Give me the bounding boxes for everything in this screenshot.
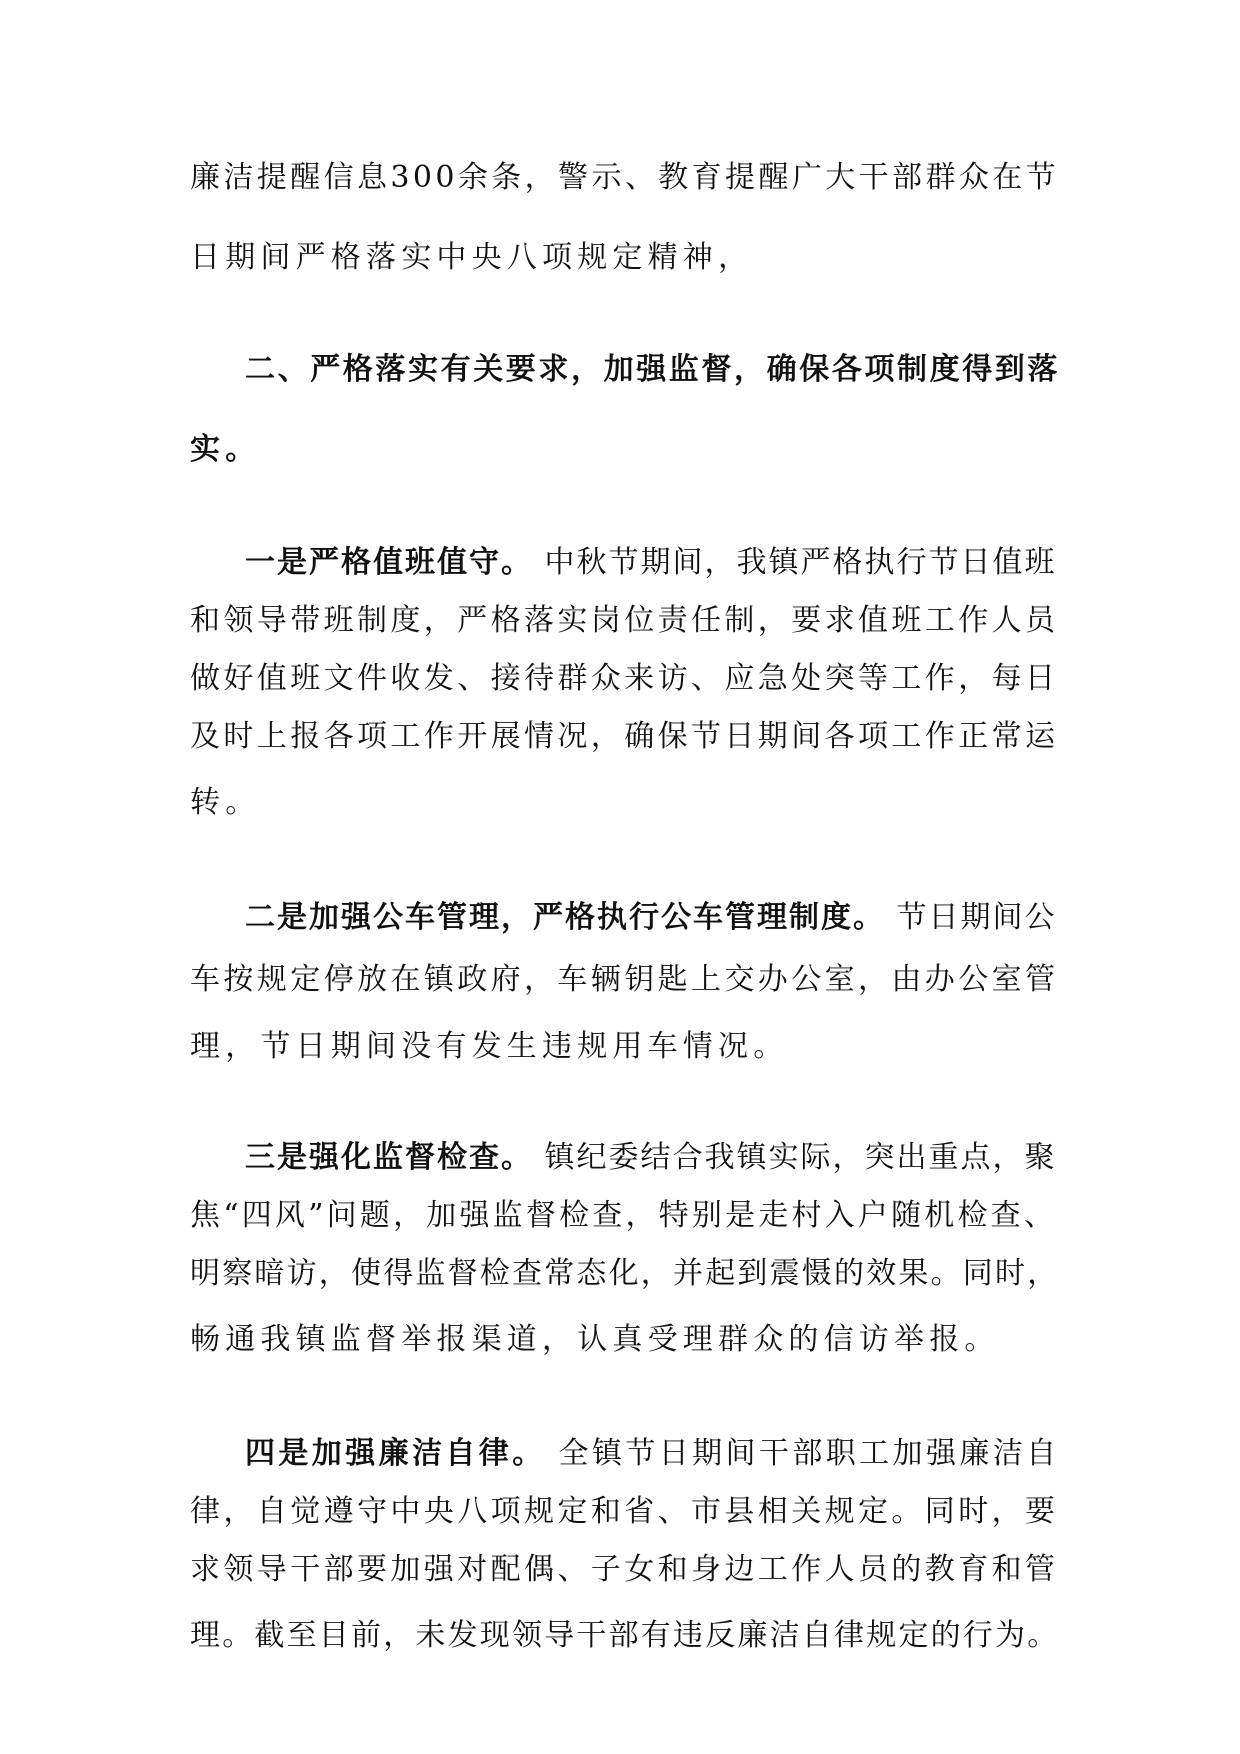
paragraph-line xyxy=(245,1140,1060,1176)
paragraph-line xyxy=(245,900,1060,936)
paragraph-line: 明察暗访，使得监督检查常态化，并起到震慑的效果。同时， xyxy=(190,1256,1060,1291)
paragraph-line xyxy=(245,1436,1060,1472)
paragraph-line: 焦“四风”问题，加强监督检查，特别是走村入户随机检查、 xyxy=(190,1198,1058,1233)
paragraph-line xyxy=(245,545,1060,581)
paragraph-line: 做好值班文件收发、接待群众来访、应急处突等工作，每日 xyxy=(190,661,1059,696)
paragraph-line: 及时上报各项工作开展情况，确保节日期间各项工作正常运 xyxy=(190,719,1059,754)
item-text: 节日期间公 xyxy=(885,900,1057,935)
item-lead: 四是加强廉洁自律。 xyxy=(245,1436,546,1471)
item-text: 全镇节日期间干部职工加强廉洁自 xyxy=(545,1436,1060,1471)
paragraph-line: 转。 xyxy=(190,785,261,820)
item-lead: 一是严格值班值守。 xyxy=(245,545,533,580)
paragraph-line: 廉洁提醒信息300余条，警示、教育提醒广大干部群众在节 xyxy=(190,160,1060,195)
item-lead: 三是强化监督检查。 xyxy=(245,1140,533,1175)
paragraph-line: 理，节日期间没有发生违规用车情况。 xyxy=(190,1029,789,1064)
section-heading: 二、严格落实有关要求，加强监督，确保各项制度得到落 xyxy=(245,352,1060,387)
paragraph-line: 车按规定停放在镇政府，车辆钥匙上交办公室，由办公室管 xyxy=(190,962,1059,997)
paragraph-line: 理。截至目前，未发现领导干部有违反廉洁自律规定的行为。 xyxy=(190,1618,1060,1653)
section-heading: 实。 xyxy=(190,432,261,467)
paragraph-line: 求领导干部要加强对配偶、子女和身边工作人员的教育和管 xyxy=(190,1552,1059,1587)
paragraph-line: 和领导带班制度，严格落实岗位责任制，要求值班工作人员 xyxy=(190,603,1059,638)
paragraph-line: 日期间严格落实中央八项规定精神， xyxy=(190,240,754,275)
item-text: 中秋节期间，我镇严格执行节日值班 xyxy=(533,545,1057,580)
item-lead: 二是加强公车管理，严格执行公车管理制度。 xyxy=(245,900,885,935)
item-text: 镇纪委结合我镇实际，突出重点，聚 xyxy=(533,1140,1057,1175)
paragraph-line: 律，自觉遵守中央八项规定和省、市县相关规定。同时，要 xyxy=(190,1494,1059,1529)
paragraph-line: 畅通我镇监督举报渠道，认真受理群众的信访举报。 xyxy=(190,1322,1000,1357)
